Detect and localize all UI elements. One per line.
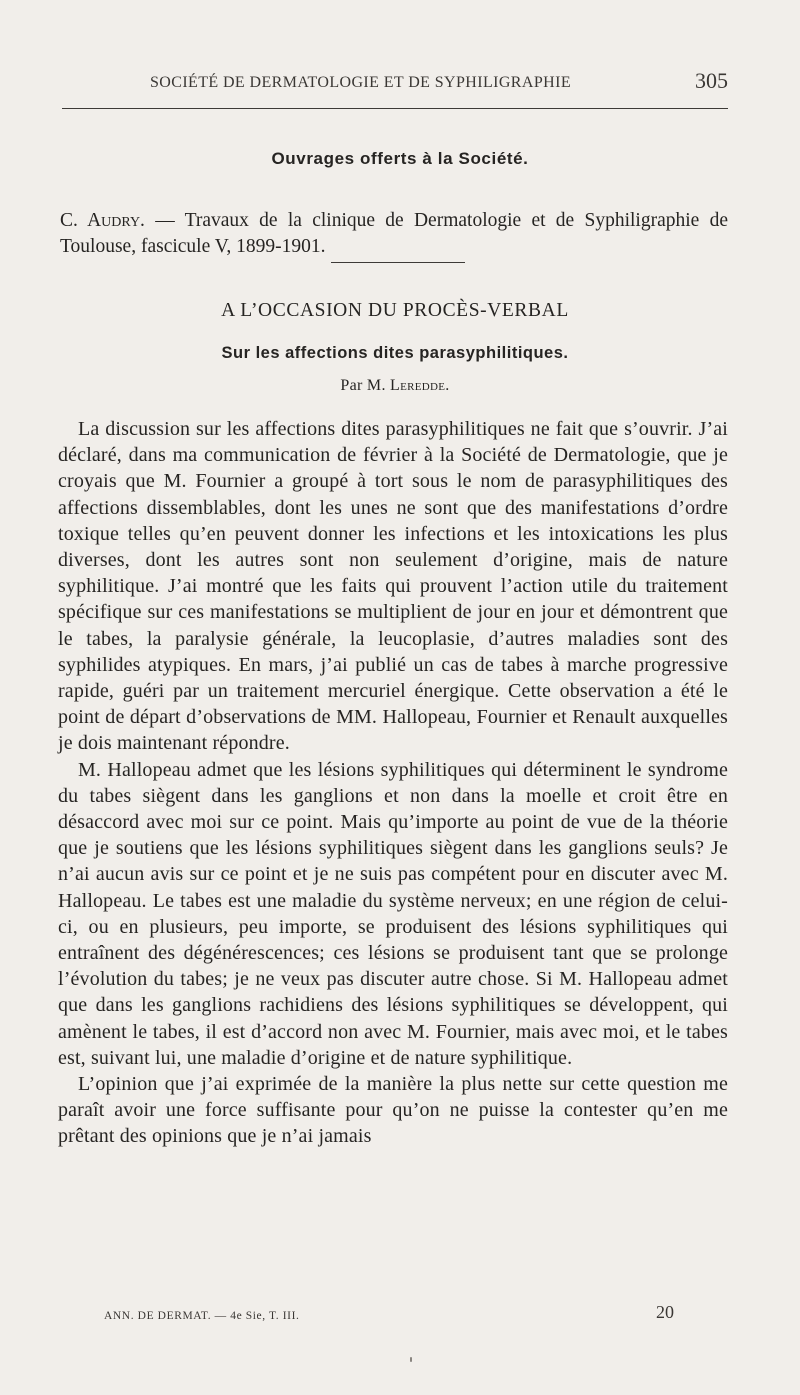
page-number: 305	[695, 68, 728, 93]
article-body	[58, 416, 728, 1150]
paper-speck	[410, 1357, 412, 1362]
journal-reference: ANN. DE DERMAT. — 4e Sie, T. III.	[104, 1310, 300, 1322]
byline	[0, 377, 790, 395]
paragraph-1: La discussion sur les affections dites parasyphilitiques ne fait que s’ouvrir. J’ai déclaré, dans ma communication de février à la Société de Dermatologie, que je croyais que M. Fournier a groupé à tort sous le nom de parasyphilitiques des affections dissemblables, dont les unes ne sont que des manifestations d’ordre toxique telles qu’en peuvent donner les infections et les intoxications les plus diverses, dont les autres sont non seulement d’origine, mais de nature syphilitique. J’ai montré que les faits qui prouvent l’action utile du traitement spécifique sur ces manifestations se multiplient de jour en jour et démontrent que le tabes, la paralysie générale, la leucoplasie, d’autres maladies sont des syphilides atypiques. En mars, j’ai publié un cas de tabes à marche progressive rapide, guéri par un traitement mercuriel énergique. Cette observation a été le point de départ d’observations de MM. Hallopeau, Fournier et Renault auxquelles je dois maintenant répondre.	[58, 418, 728, 755]
works-entry-author: C. Audry.	[60, 209, 145, 231]
occasion-title: A L’OCCASION DU PROCÈS-VERBAL	[221, 300, 569, 321]
works-entry	[60, 208, 728, 260]
works-entry-text: — Travaux de la clinique de Dermatologie et de Syphiligraphie de Toulouse, fascicule V, 1899-1901.	[60, 209, 728, 257]
running-head: SOCIÉTÉ DE DERMATOLOGIE ET DE SYPHILIGRAPHIE	[150, 74, 571, 91]
header-rule	[62, 108, 728, 109]
paragraph-3: L’opinion que j’ai exprimée de la manière la plus nette sur cette question me paraît avoir une force suffisante pour qu’on ne puisse la contester qu’en me prêtant des opinions que je n’ai jamais	[58, 1073, 728, 1148]
section-divider	[331, 262, 465, 263]
works-section-title: Ouvrages offerts à la Société.	[271, 149, 529, 168]
byline-author: Leredde.	[390, 377, 450, 394]
byline-prefix: Par M.	[340, 377, 391, 394]
article-title: Sur les affections dites parasyphilitiques.	[221, 344, 569, 362]
paragraph-2: M. Hallopeau admet que les lésions syphilitiques qui déterminent le syndrome du tabes siègent dans les ganglions et non dans la moelle et croit être en désaccord avec moi sur ce point. Mais qu’importe au point de vue de la théorie que je soutiens que les lésions syphilitiques siègent dans les ganglions seuls? Je n’ai aucun avis sur ce point et je ne suis pas compétent pour en discuter avec M. Hallopeau. Le tabes est une maladie du système nerveux; en une région de celui-ci, ou en plusieurs, peu importe, se produisent des lésions syphilitiques qui entraînent des dégénérescences; ces lésions se produisent tant que se prolonge l’évolution du tabes; je ne veux pas discuter autre chose. Si M. Hallopeau admet que dans les ganglions rachidiens des lésions syphilitiques se développent, qui amènent le tabes, il est d’accord non avec M. Fournier, mais avec moi, et le tabes est, suivant lui, une maladie d’origine et de nature syphilitique.	[58, 758, 728, 1069]
signature-mark: 20	[656, 1302, 674, 1322]
